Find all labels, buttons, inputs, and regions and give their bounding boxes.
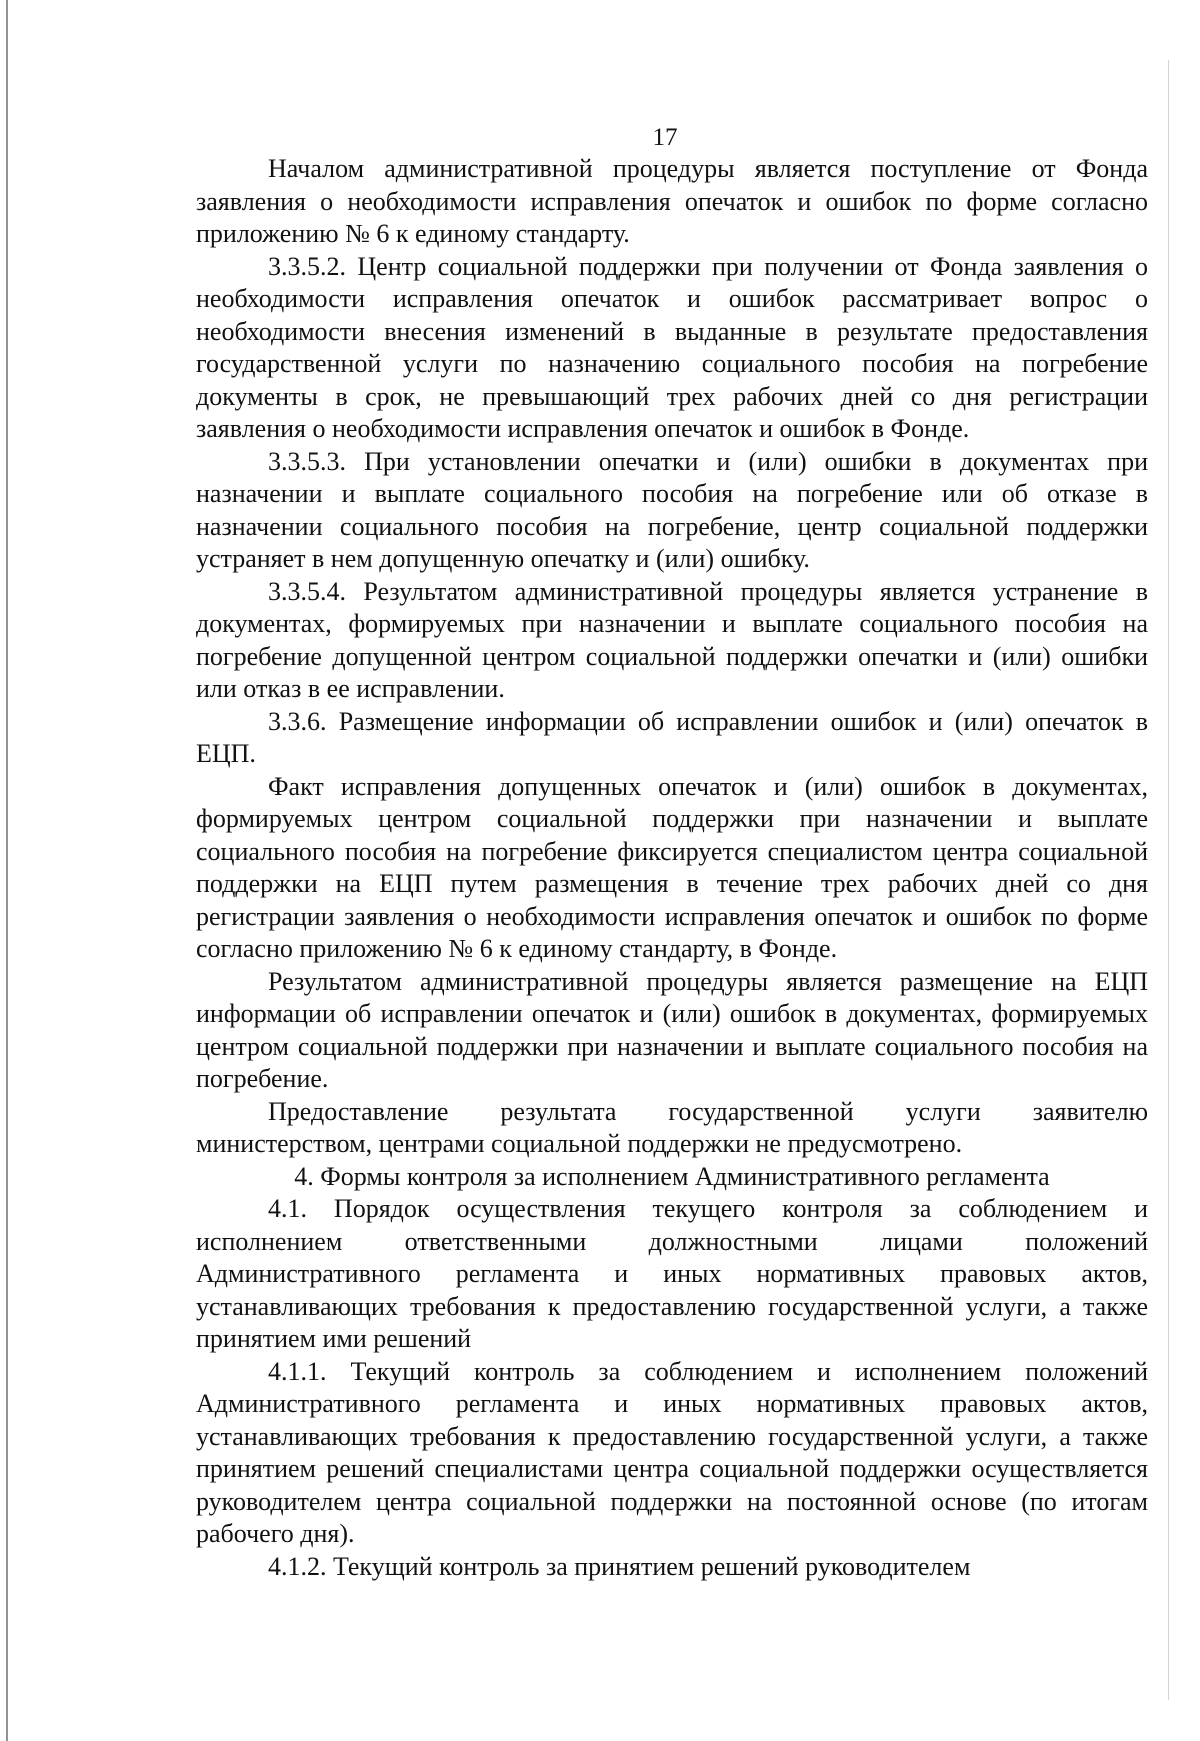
paragraph-correction-fact: Факт исправления допущенных опечаток и (или) ошибок в документах, формируемых центром социальной поддержки при назначении и выплате социального пособия на погребение фиксируется специалистом центра социальной поддержки на ЕЦП путем размещения в течение трех рабочих дней со дня регистрации заявления о необходимости исправления опечаток и ошибок по форме согласно приложению № 6 к единому стандарту, в Фонде. xyxy=(196,771,1148,963)
paragraph-procedure-start: Началом административной процедуры является поступление от Фонда заявления о необходимости исправления опечаток и ошибок по форме согласно приложению № 6 к единому стандарту. xyxy=(196,154,1148,248)
section-heading-4: 4. Формы контроля за исполнением Административного регламента xyxy=(294,1161,1050,1191)
paragraph-3-3-5-3: 3.3.5.3. При установлении опечатки и (или) ошибки в документах при назначении и выплате социального пособия на погребение или об отказе в назначении социального пособия на погребение, центр социальной поддержки устраняет в нем допущенную опечатку и (или) ошибку. xyxy=(196,446,1148,573)
scan-edge-right xyxy=(1168,60,1169,1700)
scan-edge-left xyxy=(6,0,8,1741)
paragraph-3-3-6: 3.3.6. Размещение информации об исправлении ошибок и (или) опечаток в ЕЦП. xyxy=(196,706,1148,768)
paragraph-4-1: 4.1. Порядок осуществления текущего контроля за соблюдением и исполнением ответственными должностными лицами положений Административного регламента и иных нормативных правовых актов, устанавливающих требования к предоставлению государственной услуги, а также принятием ими решений xyxy=(196,1194,1148,1353)
paragraph-3-3-5-4: 3.3.5.4. Результатом административной процедуры является устранение в документах, формируемых при назначении и выплате социального пособия на погребение допущенной центром социальной поддержки опечатки и (или) ошибки или отказ в ее исправлении. xyxy=(196,576,1148,703)
paragraph-3-3-5-2: 3.3.5.2. Центр социальной поддержки при получении от Фонда заявления о необходимости исправления опечаток и ошибок рассматривает вопрос о необходимости внесения изменений в выданные в результате предоставления государственной услуги по назначению социального пособия на погребение документы в срок, не превышающий трех рабочих дней со дня регистрации заявления о необходимости исправления опечаток и ошибок в Фонде. xyxy=(196,251,1148,443)
page-number: 17 xyxy=(652,124,678,151)
paragraph-4-1-1: 4.1.1. Текущий контроль за соблюдением и исполнением положений Административного регламента и иных нормативных правовых актов, устанавливающих требования к предоставлению государственной услуги, а также принятием решений специалистами центра социальной поддержки осуществляется руководителем центра социальной поддержки на постоянной основе (по итогам рабочего дня). xyxy=(196,1356,1148,1548)
paragraph-4-1-2: 4.1.2. Текущий контроль за принятием решений руководителем xyxy=(268,1551,971,1581)
document-body xyxy=(196,153,1148,1583)
paragraph-procedure-result: Результатом административной процедуры является размещение на ЕЦП информации об исправлении опечаток и (или) ошибок в документах, формируемых центром социальной поддержки при назначении и выплате социального пособия на погребение. xyxy=(196,966,1148,1093)
paragraph-result-provision: Предоставление результата государственной услуги заявителю министерством, центрами социальной поддержки не предусмотрено. xyxy=(196,1096,1148,1158)
